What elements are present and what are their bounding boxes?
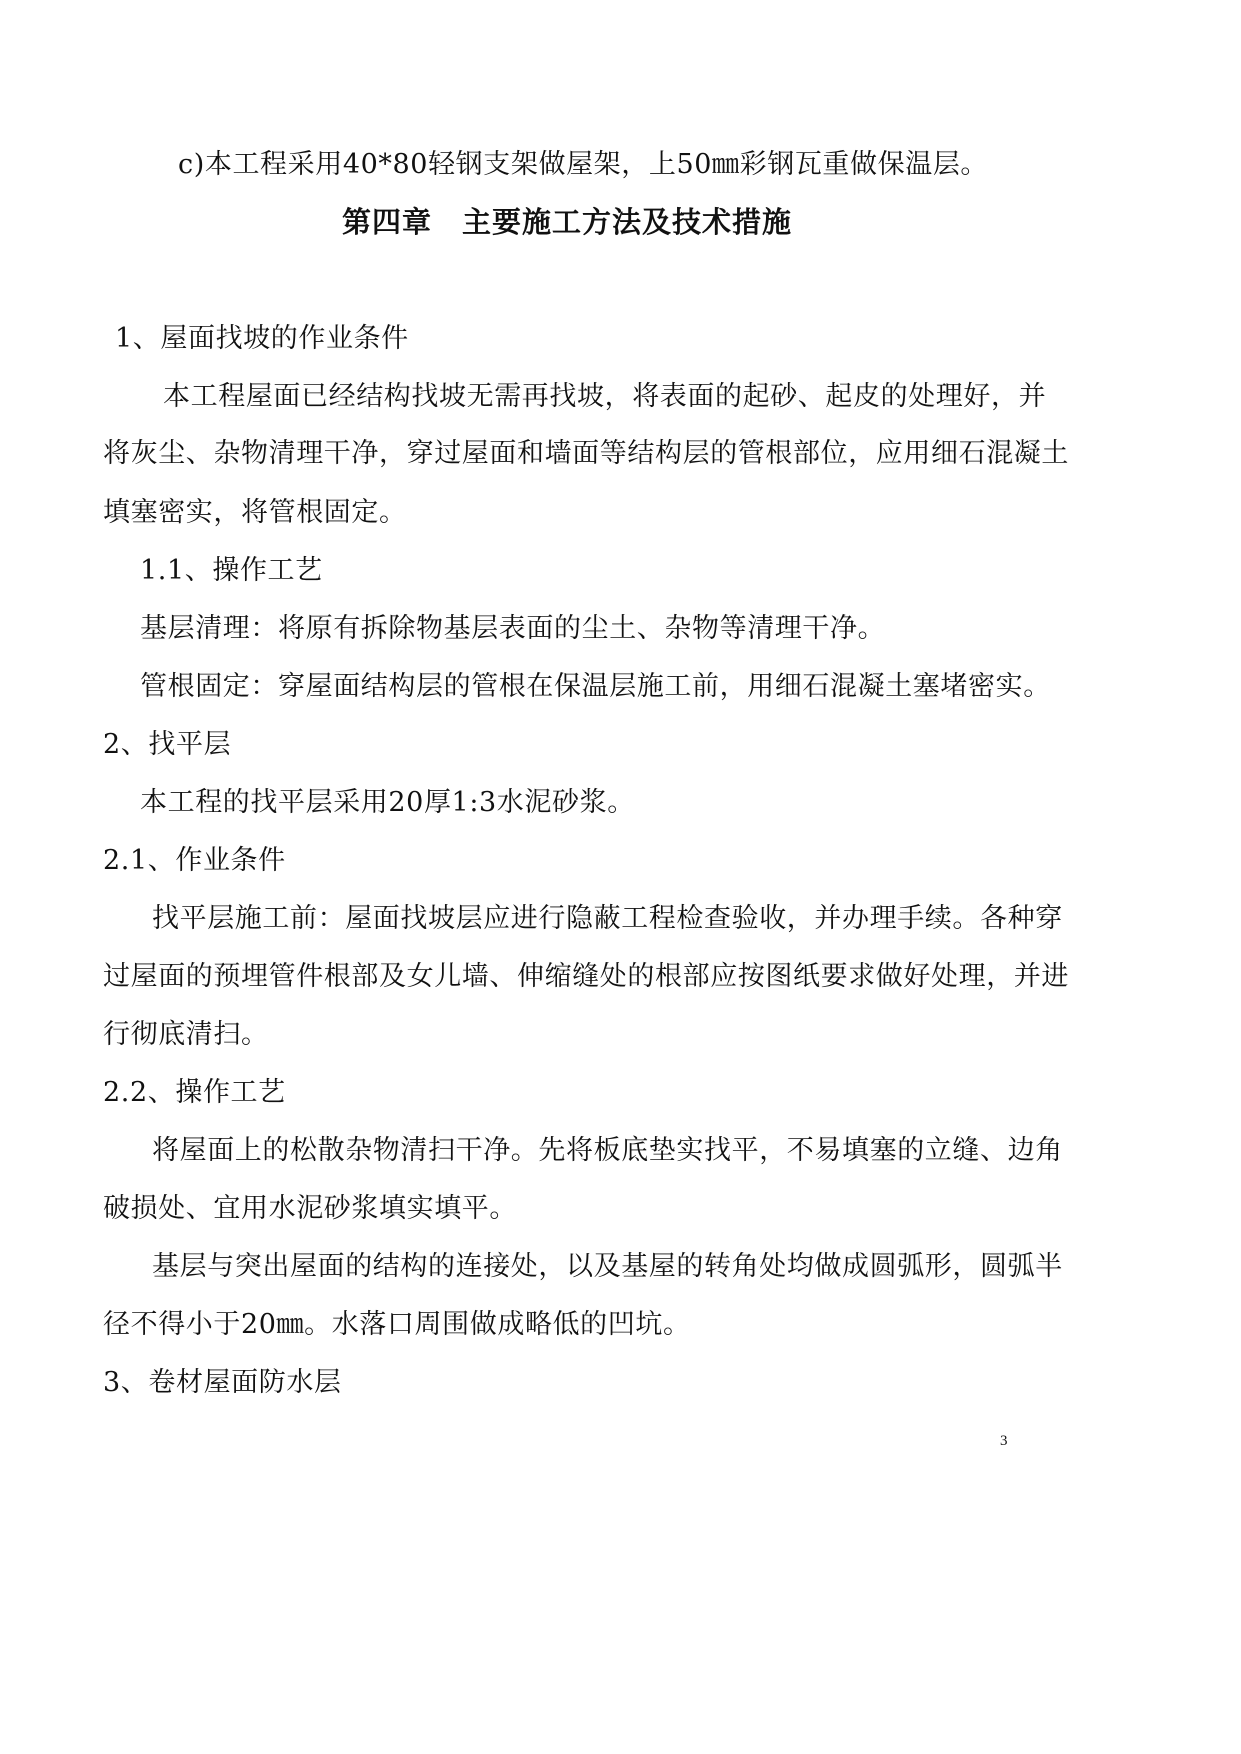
section-1-para-line-1: 本工程屋面已经结构找坡无需再找坡，将表面的起砂、起皮的处理好，并 (163, 381, 1047, 412)
section-2-para: 本工程的找平层采用20厚1:3水泥砂浆。 (140, 787, 635, 818)
section-2-2-para-1-line-2: 破损处、宜用水泥砂浆填实填平。 (103, 1193, 517, 1224)
section-2-1-para-line-1: 找平层施工前：屋面找坡层应进行隐蔽工程检查验收，并办理手续。各种穿 (152, 903, 1063, 934)
section-1-1-item-2: 管根固定：穿屋面结构层的管根在保温层施工前，用细石混凝土塞堵密实。 (140, 671, 1051, 702)
section-2-heading: 2、找平层 (103, 729, 232, 760)
section-1-para-line-2: 将灰尘、杂物清理干净，穿过屋面和墙面等结构层的管根部位，应用细石混凝土 (103, 438, 1069, 469)
section-2-2-para-2-line-1: 基层与突出屋面的结构的连接处，以及基屋的转角处均做成圆弧形，圆弧半 (152, 1251, 1063, 1282)
section-1-heading: 1、屋面找坡的作业条件 (115, 323, 409, 354)
section-2-2-para-1-line-1: 将屋面上的松散杂物清扫干净。先将板底垫实找平，不易填塞的立缝、边角 (152, 1135, 1063, 1166)
section-2-1-heading: 2.1、作业条件 (103, 845, 286, 876)
section-1-para-line-3: 填塞密实，将管根固定。 (103, 497, 407, 528)
section-2-1-para-line-2: 过屋面的预埋管件根部及女儿墙、伸缩缝处的根部应按图纸要求做好处理，并进 (103, 961, 1069, 992)
section-1-1-item-1: 基层清理：将原有拆除物基层表面的尘土、杂物等清理干净。 (140, 613, 886, 644)
section-2-2-heading: 2.2、操作工艺 (103, 1077, 286, 1108)
intro-line: c)本工程采用40*80轻钢支架做屋架，上50㎜彩钢瓦重做保温层。 (178, 149, 989, 180)
section-2-1-para-line-3: 行彻底清扫。 (103, 1019, 269, 1050)
chapter-title: 第四章 主要施工方法及技术措施 (342, 205, 793, 239)
section-1-1-heading: 1.1、操作工艺 (140, 555, 323, 586)
section-3-heading: 3、卷材屋面防水层 (103, 1367, 342, 1398)
section-2-2-para-2-line-2: 径不得小于20㎜。水落口周围做成略低的凹坑。 (103, 1309, 691, 1340)
page-number: 3 (1000, 1433, 1008, 1449)
